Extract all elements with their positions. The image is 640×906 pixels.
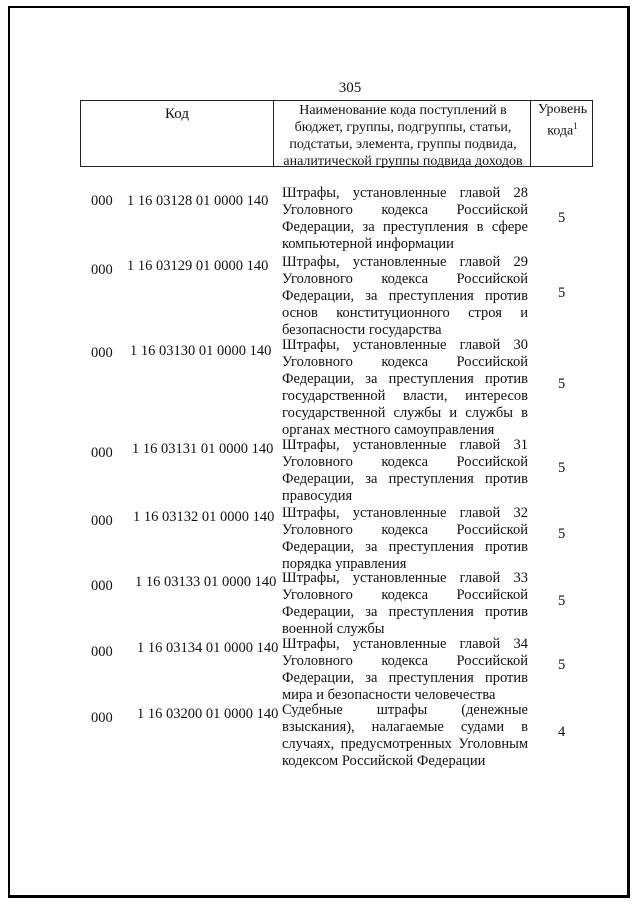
code-level: 5 — [558, 210, 566, 226]
code-level: 5 — [558, 593, 566, 609]
admin-code: 000 — [91, 445, 113, 461]
admin-code: 000 — [91, 345, 113, 361]
admin-code: 000 — [91, 644, 113, 660]
code-level: 4 — [558, 724, 566, 740]
code-level: 5 — [558, 526, 566, 542]
budget-code: 1 16 03132 01 0000 140 — [133, 509, 275, 525]
code-description: Штрафы, установленные главой 29 Уголовного кодекса Российской Федерации, за преступления против основ конституционного строя и безопасности государства — [282, 254, 528, 338]
header-level-label: Уровень кода — [537, 102, 588, 139]
admin-code: 000 — [91, 710, 113, 726]
budget-code: 1 16 03129 01 0000 140 — [127, 258, 269, 274]
code-level: 5 — [558, 657, 566, 673]
admin-code: 000 — [91, 262, 113, 278]
code-description: Штрафы, установленные главой 33 Уголовного кодекса Российской Федерации, за преступления против военной службы — [282, 570, 528, 637]
code-description: Штрафы, установленные главой 34 Уголовного кодекса Российской Федерации, за преступления против мира и безопасности человечества — [282, 636, 528, 703]
header-level — [531, 101, 594, 166]
header-code: Код — [165, 106, 189, 122]
header-level-footnote: 1 — [573, 121, 578, 131]
header-name: Наименование кода поступлений в бюджет, группы, подгруппы, статьи, подстатьи, элемента, группы подвида, аналитической группы подвида доходов — [283, 103, 523, 169]
code-level: 5 — [558, 460, 566, 476]
code-description: Штрафы, установленные главой 32 Уголовного кодекса Российской Федерации, за преступления против порядка управления — [282, 505, 528, 572]
page-number: 305 — [338, 80, 362, 96]
code-level: 5 — [558, 376, 566, 392]
admin-code: 000 — [91, 193, 113, 209]
budget-code: 1 16 03133 01 0000 140 — [135, 574, 277, 590]
admin-code: 000 — [91, 513, 113, 529]
budget-code: 1 16 03130 01 0000 140 — [130, 343, 272, 359]
code-description: Штрафы, установленные главой 28 Уголовного кодекса Российской Федерации, за преступления в сфере компьютерной информации — [282, 185, 528, 252]
budget-code: 1 16 03128 01 0000 140 — [127, 193, 269, 209]
code-description: Штрафы, установленные главой 30 Уголовного кодекса Российской Федерации, за преступления против государственной власти, интересов государственной службы и службы в органах местного самоуправления — [282, 337, 528, 438]
budget-code: 1 16 03131 01 0000 140 — [132, 441, 274, 457]
code-description: Штрафы, установленные главой 31 Уголовного кодекса Российской Федерации, за преступления против правосудия — [282, 437, 528, 504]
admin-code: 000 — [91, 578, 113, 594]
budget-code: 1 16 03200 01 0000 140 — [137, 706, 279, 722]
header-divider — [273, 101, 274, 166]
table-header — [80, 100, 593, 167]
code-description: Судебные штрафы (денежные взыскания), налагаемые судами в случаях, предусмотренных Уголовным кодексом Российской Федерации — [282, 702, 528, 769]
budget-code: 1 16 03134 01 0000 140 — [137, 640, 279, 656]
code-level: 5 — [558, 285, 566, 301]
